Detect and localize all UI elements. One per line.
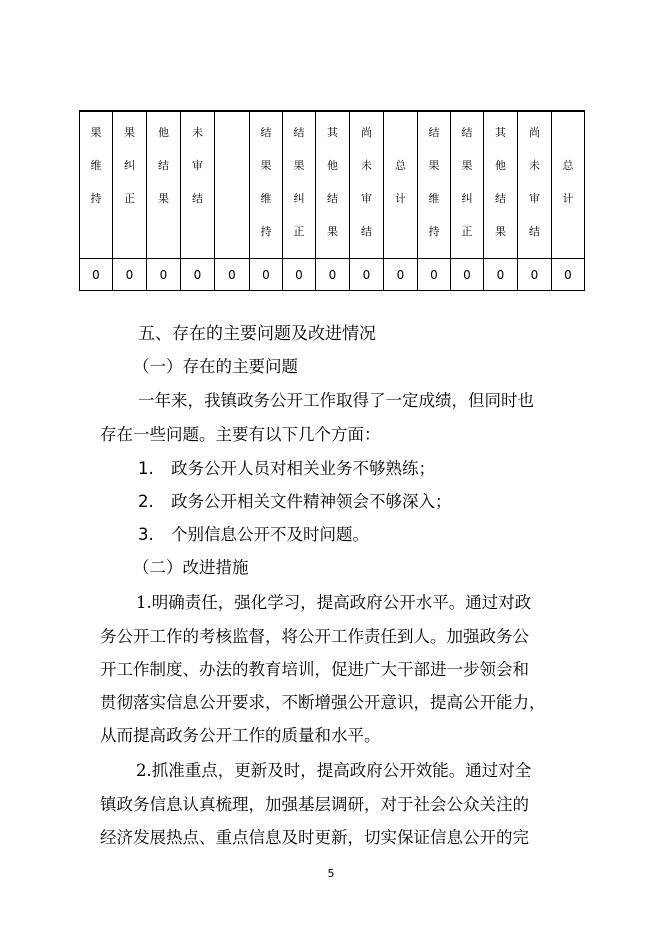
table-header-cell	[283, 111, 316, 259]
table-value-cell: 0	[113, 259, 147, 291]
header-char: 审	[529, 192, 540, 205]
paragraph-line: 一年来，我镇政务公开工作取得了一定成绩，但同时也	[138, 391, 534, 410]
table-value-cell: 0	[484, 259, 518, 291]
issue-text: 政务公开人员对相关业务不够熟练；	[171, 459, 435, 478]
header-char: 纠	[293, 192, 305, 205]
table-header-cell	[350, 111, 384, 259]
review-stats-table	[79, 110, 585, 291]
table-header-cell	[113, 111, 147, 259]
header-char: 果	[495, 225, 506, 238]
header-char: 总	[562, 159, 574, 172]
paragraph-line: 2.抓准重点，更新及时，提高政府公开效能。通过对全	[136, 761, 532, 780]
table-header-cell	[418, 111, 451, 259]
header-char: 纠	[124, 159, 135, 172]
table-value-cell: 0	[283, 259, 316, 291]
header-char: 总	[395, 159, 406, 172]
table-value-cell: 0	[215, 259, 250, 291]
table-header-cell	[181, 111, 215, 259]
table-value-cell: 0	[250, 259, 283, 291]
table-header-cell	[552, 111, 585, 259]
header-char: 果	[158, 192, 169, 205]
issue-text: 个别信息公开不及时问题。	[171, 525, 369, 544]
header-char: 其	[327, 126, 338, 139]
issue-number: 2.	[138, 492, 154, 511]
issue-number: 1.	[138, 459, 154, 478]
header-char: 维	[428, 192, 440, 205]
table-value-cell: 0	[451, 259, 484, 291]
header-char: 结	[158, 159, 169, 172]
table-value-cell: 0	[316, 259, 350, 291]
header-char: 维	[90, 159, 102, 172]
header-char: 结	[495, 192, 506, 205]
table-header-cell	[316, 111, 350, 259]
header-char: 果	[124, 126, 135, 139]
header-char: 审	[361, 192, 372, 205]
header-char: 纠	[461, 192, 473, 205]
table-value-cell: 0	[181, 259, 215, 291]
table-value-cell: 0	[384, 259, 418, 291]
table-value-cell: 0	[518, 259, 552, 291]
subsection-heading-problems: （一）存在的主要问题	[133, 357, 298, 376]
paragraph-line: 镇政务信息认真梳理，加强基层调研，对于社会公众关注的	[100, 795, 529, 814]
header-char: 尚	[529, 126, 540, 139]
table-header-cell	[147, 111, 181, 259]
issue-text: 政务公开相关文件精神领会不够深入；	[171, 492, 452, 511]
paragraph-line: 1.明确责任，强化学习，提高政府公开水平。通过对政	[136, 593, 532, 612]
header-char: 未	[192, 126, 203, 139]
header-char: 他	[495, 159, 506, 172]
header-char: 结	[293, 126, 305, 139]
header-char: 正	[293, 225, 305, 238]
table-header-cell	[384, 111, 418, 259]
header-char: 果	[428, 159, 440, 172]
header-char: 持	[90, 192, 102, 205]
header-char: 其	[495, 126, 506, 139]
header-char: 他	[327, 159, 338, 172]
table-value-cell: 0	[552, 259, 585, 291]
paragraph-line: 务公开工作的考核监督，将公开工作责任到人。加强政务公	[100, 627, 529, 646]
header-char: 结	[361, 225, 372, 238]
header-char: 尚	[361, 126, 372, 139]
subsection-heading-measures: （二）改进措施	[133, 558, 249, 577]
page-number: 5	[327, 867, 335, 880]
paragraph-line: 存在一些问题。主要有以下几个方面：	[100, 425, 381, 444]
header-char: 结	[428, 126, 440, 139]
header-char: 结	[260, 126, 272, 139]
table-value-cell: 0	[147, 259, 181, 291]
table-header-cell	[484, 111, 518, 259]
header-char: 果	[90, 126, 102, 139]
header-char: 正	[124, 192, 135, 205]
table-header-row	[80, 111, 585, 259]
header-char: 计	[395, 192, 406, 205]
header-char: 未	[529, 159, 540, 172]
paragraph-line: 开工作制度、办法的教育培训，促进广大干部进一步领会和	[100, 660, 529, 679]
table-value-cell: 0	[418, 259, 451, 291]
header-char: 审	[192, 159, 203, 172]
header-char: 结	[327, 192, 338, 205]
header-char: 结	[461, 126, 473, 139]
header-char: 未	[361, 159, 372, 172]
paragraph-line: 从而提高政务公开工作的质量和水平。	[100, 726, 381, 745]
header-char: 维	[260, 192, 272, 205]
table-header-cell	[518, 111, 552, 259]
table-value-cell: 0	[350, 259, 384, 291]
issue-number: 3.	[138, 525, 154, 544]
header-char: 结	[529, 225, 540, 238]
paragraph-line: 经济发展热点、重点信息及时更新，切实保证信息公开的完	[100, 828, 529, 847]
section-heading: 五、存在的主要问题及改进情况	[138, 324, 376, 344]
header-char: 果	[327, 225, 338, 238]
header-char: 他	[158, 126, 169, 139]
table-header-cell	[80, 111, 113, 259]
table-value-row	[80, 259, 585, 291]
table-header-cell	[250, 111, 283, 259]
table-header-cell	[451, 111, 484, 259]
header-char: 计	[562, 192, 574, 205]
header-char: 结	[192, 192, 203, 205]
table-header-cell	[215, 111, 250, 259]
header-char: 正	[461, 225, 473, 238]
table-value-cell: 0	[80, 259, 113, 291]
header-char: 果	[293, 159, 305, 172]
header-char: 果	[260, 159, 272, 172]
paragraph-line: 贯彻落实信息公开要求，不断增强公开意识，提高公开能力，	[100, 693, 546, 712]
header-char: 持	[428, 225, 440, 238]
header-char: 持	[260, 225, 272, 238]
header-char: 果	[461, 159, 473, 172]
